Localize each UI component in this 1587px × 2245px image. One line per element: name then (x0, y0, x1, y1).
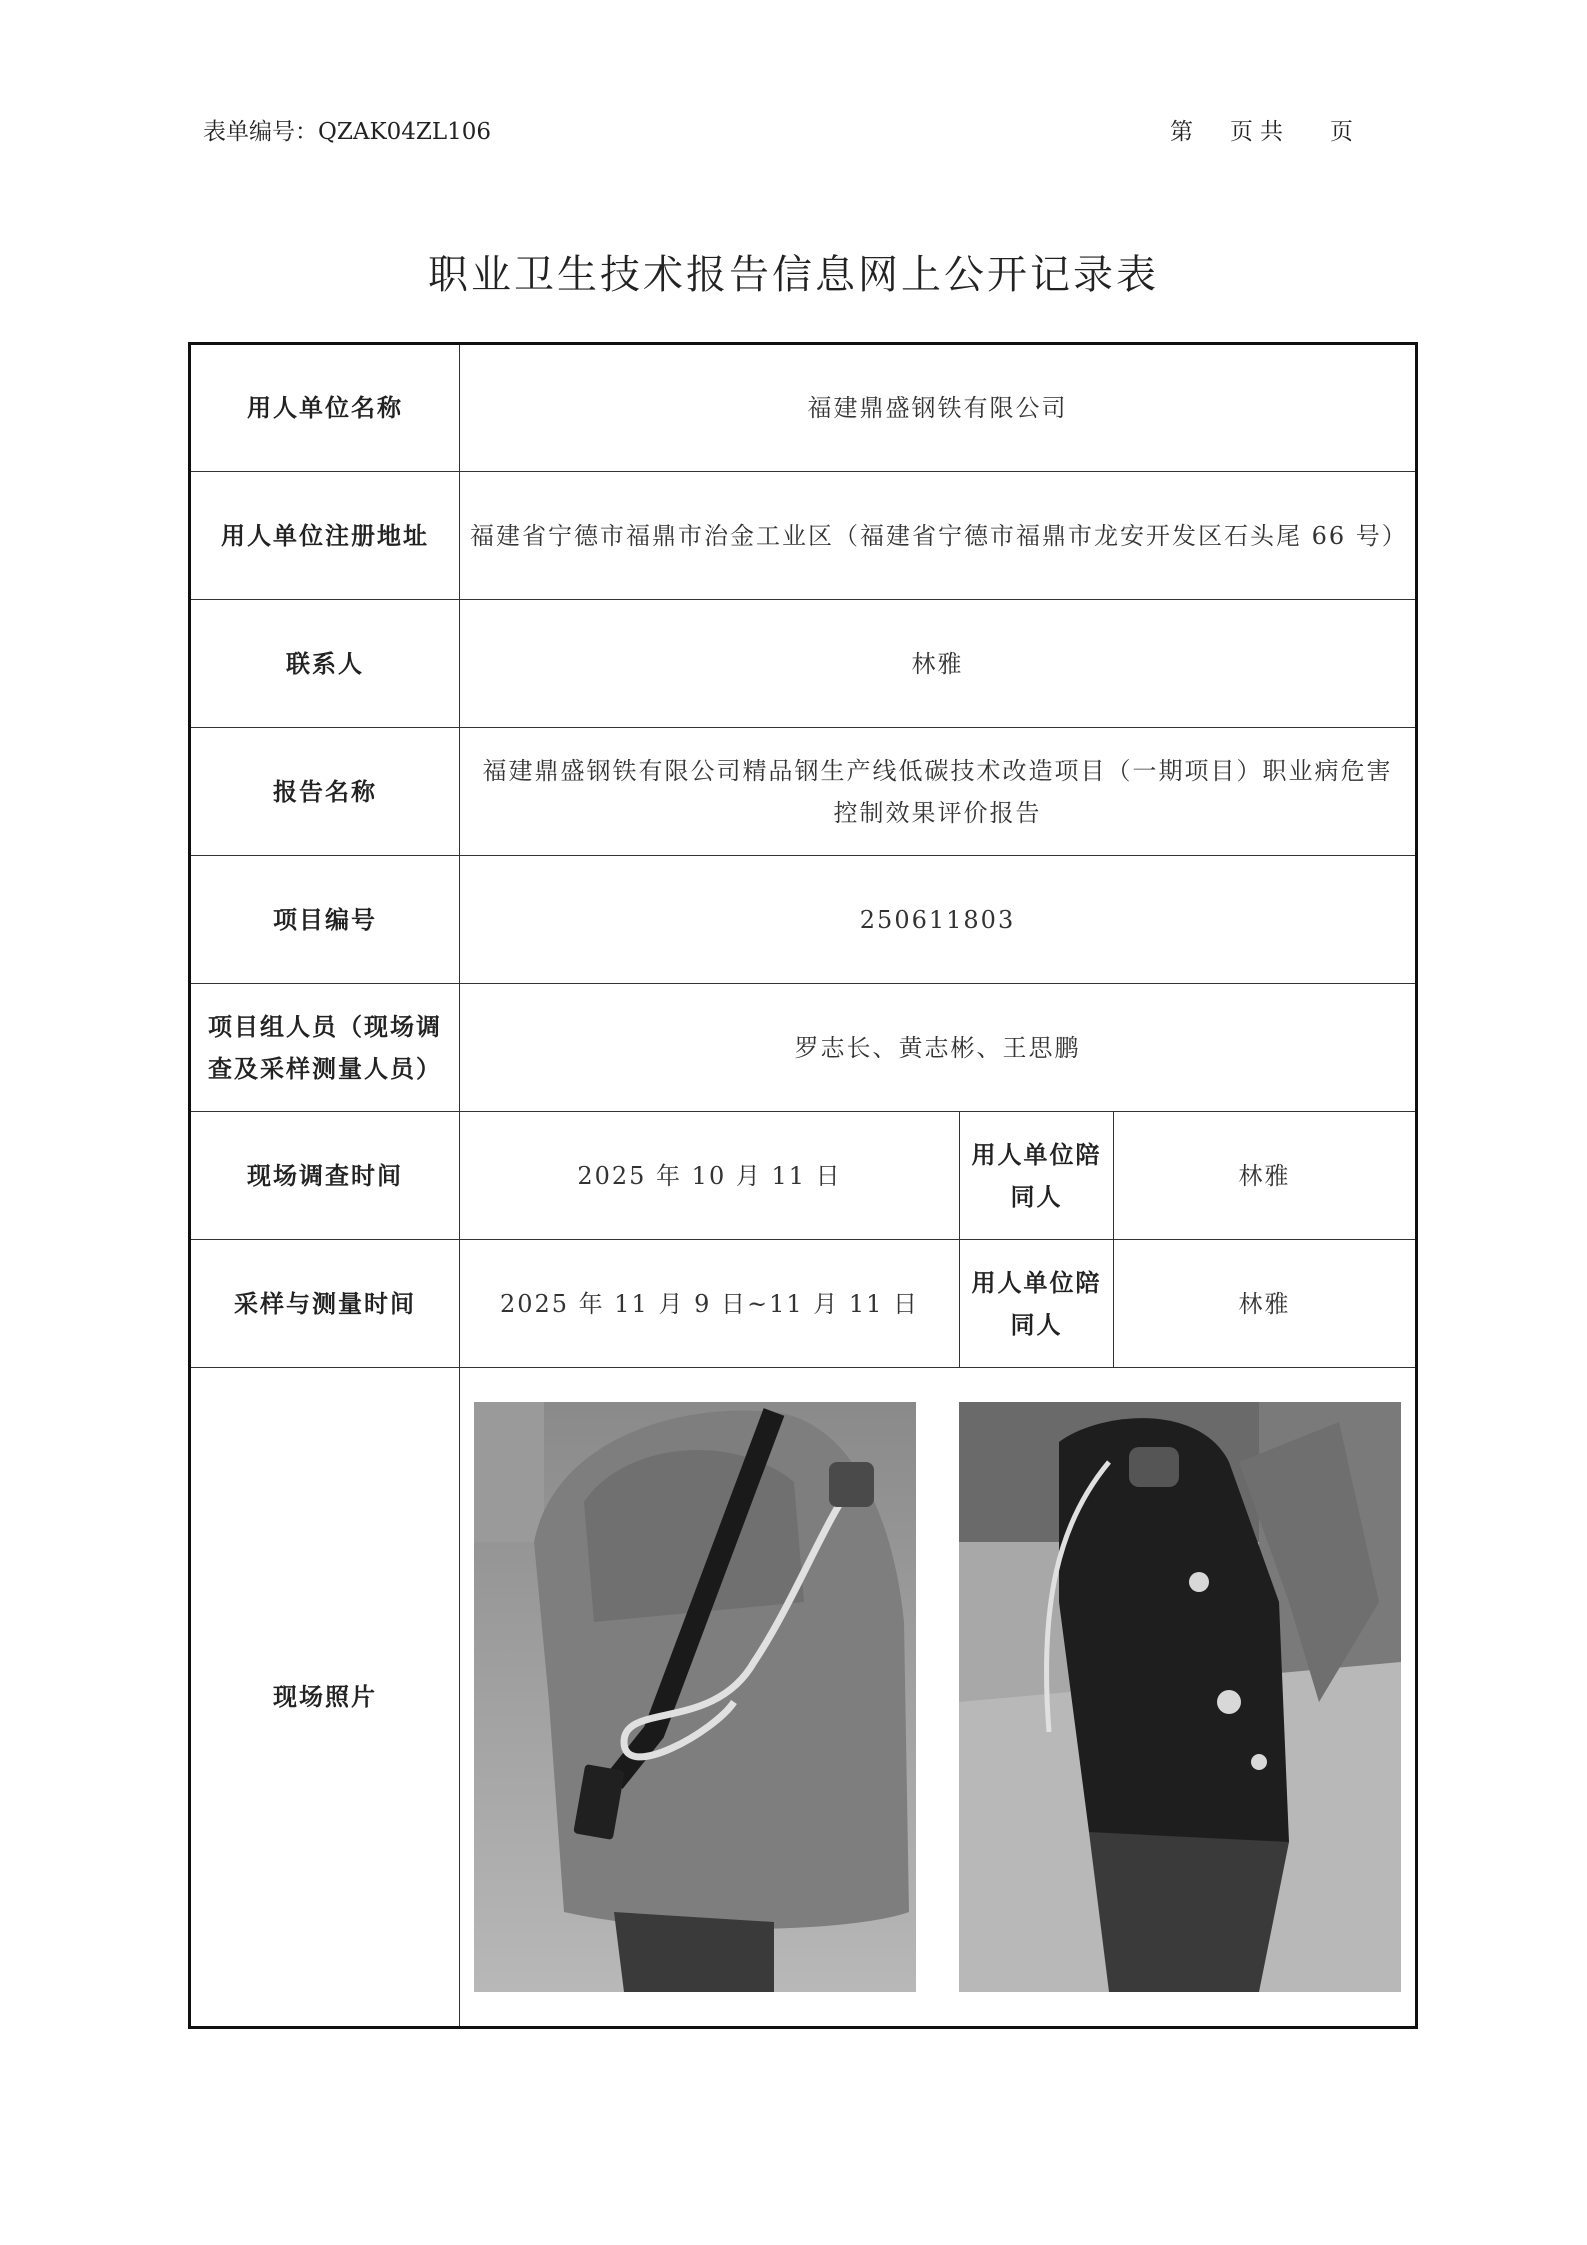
survey-time-value: 2025 年 10 月 11 日 (460, 1112, 960, 1240)
report-name-value: 福建鼎盛钢铁有限公司精品钢生产线低碳技术改造项目（一期项目）职业病危害控制效果评价报告 (460, 728, 1417, 856)
unit-name-value: 福建鼎盛钢铁有限公司 (460, 344, 1417, 472)
report-name-label: 报告名称 (190, 728, 460, 856)
row-survey (190, 1112, 1417, 1240)
sampling-time-label: 采样与测量时间 (190, 1240, 460, 1368)
page-di: 第 (1170, 119, 1193, 145)
photos-label: 现场照片 (190, 1368, 460, 2028)
form-number: 表单编号：QZAK04ZL106 (203, 119, 492, 145)
page-gong: 共 (1260, 119, 1283, 145)
row-address (190, 472, 1417, 600)
row-contact (190, 600, 1417, 728)
row-unit-name (190, 344, 1417, 472)
address-label: 用人单位注册地址 (190, 472, 460, 600)
page-total-ye: 页 (1330, 119, 1353, 145)
record-table (188, 342, 1418, 2029)
sampling-time-value: 2025 年 11 月 9 日~11 月 11 日 (460, 1240, 960, 1368)
team-label: 项目组人员（现场调查及采样测量人员） (190, 984, 460, 1112)
contact-value: 林雅 (460, 600, 1417, 728)
contact-label: 联系人 (190, 600, 460, 728)
document-title: 职业卫生技术报告信息网上公开记录表 (428, 252, 1159, 298)
survey-time-label: 现场调查时间 (190, 1112, 460, 1240)
team-value: 罗志长、黄志彬、王思鹏 (460, 984, 1417, 1112)
sampling-companion-label: 用人单位陪同人 (960, 1240, 1114, 1368)
project-no-value: 250611803 (460, 856, 1417, 984)
row-photos (190, 1368, 1417, 2028)
sampling-companion-value: 林雅 (1114, 1240, 1417, 1368)
row-team (190, 984, 1417, 1112)
row-project-no (190, 856, 1417, 984)
photos-cell (460, 1368, 1417, 2028)
row-report-name (190, 728, 1417, 856)
sampling-pump-photo-back-view (474, 1402, 916, 1992)
survey-companion-value: 林雅 (1114, 1112, 1417, 1240)
project-no-label: 项目编号 (190, 856, 460, 984)
page-ye: 页 (1230, 119, 1253, 145)
sampling-pump-photo-side-view (959, 1402, 1401, 1992)
survey-companion-label: 用人单位陪同人 (960, 1112, 1114, 1240)
row-sampling (190, 1240, 1417, 1368)
unit-name-label: 用人单位名称 (190, 344, 460, 472)
address-value: 福建省宁德市福鼎市治金工业区（福建省宁德市福鼎市龙安开发区石头尾 66 号） (460, 472, 1417, 600)
